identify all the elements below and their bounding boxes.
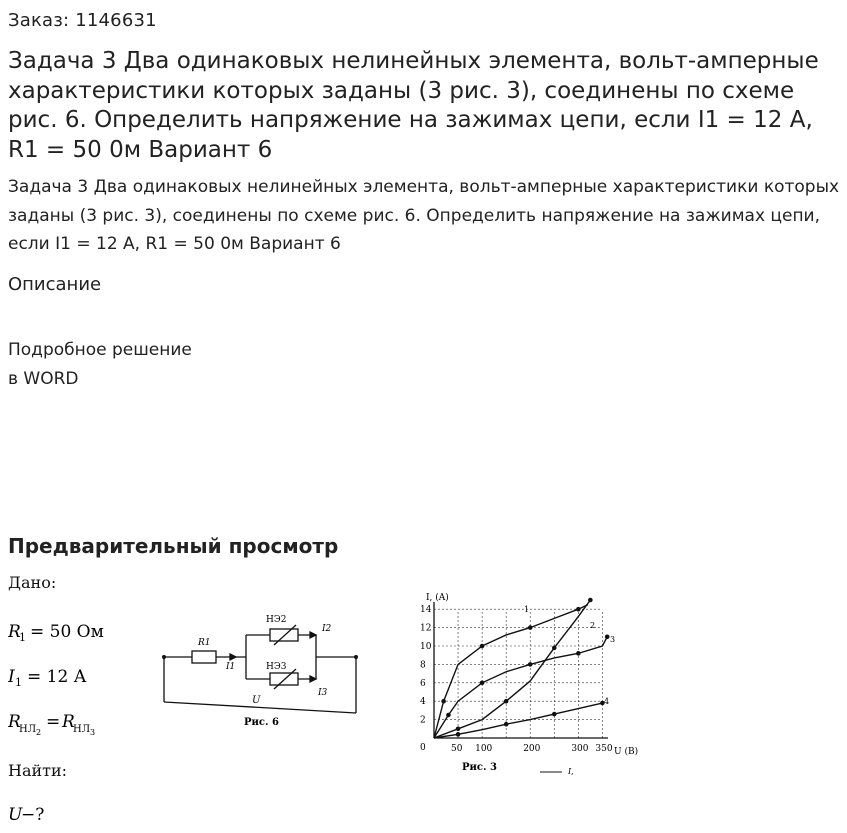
curve-point	[577, 652, 580, 655]
curve-point	[442, 700, 445, 703]
preview-heading: Предварительный просмотр	[8, 534, 339, 558]
svg-text:1: 1	[19, 631, 26, 643]
curve-point	[447, 713, 450, 716]
curve-point	[481, 644, 484, 647]
x-tick-label: 200	[523, 744, 541, 754]
circuit-i1-label: I1	[226, 662, 236, 672]
description-heading: Описание	[8, 274, 102, 295]
find-formula	[8, 804, 68, 826]
rnl-formula	[8, 711, 148, 737]
curve-label-2: 2	[590, 621, 596, 630]
x-tick-label: 350	[595, 744, 613, 754]
given-label: Дано:	[8, 573, 57, 592]
y-tick-label: 10	[420, 642, 432, 652]
curve-point	[456, 727, 459, 730]
curve-point	[577, 608, 580, 611]
y-tick-label: 4	[420, 697, 426, 708]
given-r1	[8, 621, 128, 647]
x-tick-label: 100	[475, 744, 493, 754]
svg-text:НЛ: НЛ	[19, 724, 37, 735]
circuit-i2-label: I2	[322, 624, 332, 634]
circuit-ne2-label: НЭ2	[266, 615, 287, 625]
circuit-u-label: U	[252, 695, 261, 706]
y-tick-label: 0	[420, 743, 426, 753]
curve-point	[529, 626, 532, 629]
find-value	[8, 804, 68, 830]
x-tick-label: 50	[451, 744, 463, 754]
svg-text:I: I	[8, 667, 15, 687]
circuit-diagram	[160, 607, 365, 737]
curve-label-4: 4	[604, 697, 610, 706]
svg-text:НЛ: НЛ	[73, 724, 91, 735]
svg-text:=: =	[46, 712, 61, 732]
y-tick-label: 8	[420, 660, 426, 671]
y-tick-label: 2	[420, 715, 426, 726]
svg-text:R: R	[8, 622, 21, 642]
y-tick-label: 12	[420, 623, 432, 634]
r1-formula	[8, 621, 128, 643]
curve-point	[505, 700, 508, 703]
solution-line-1: Подробное решение	[8, 340, 192, 360]
svg-text:= 50 Ом: = 50 Ом	[30, 622, 104, 642]
curve-point	[456, 733, 459, 736]
given-i1	[8, 666, 128, 692]
graph-xlabel: U (B)	[614, 747, 639, 757]
curve-point	[589, 598, 592, 601]
circuit-ne3-label: НЭ3	[266, 662, 287, 672]
iv-curve-1	[434, 605, 588, 738]
iv-curve-2	[434, 637, 610, 738]
task-description: Задача 3 Два одинаковых нелинейных элемента, вольт-амперные характеристики которых заданы (3 рис. 3), соединены по схеме рис. 6. Определить напряжение на зажимах цепи, если I1 = 12 А, R1 = 50 0м Вариант 6	[8, 177, 840, 254]
iv-curve-3	[434, 600, 590, 738]
x-tick-label: 300	[571, 744, 589, 754]
circuit-caption: Рис. 6	[244, 717, 279, 728]
svg-text:R: R	[8, 712, 21, 732]
solution-line-2: в WORD	[8, 369, 79, 389]
curve-point	[553, 712, 556, 715]
curve-label-3: 3	[610, 635, 616, 644]
task-title: Задача 3 Два одинаковых нелинейных элемента, вольт-амперные характеристики которых заданы (3 рис. 3), соединены по схеме рис. 6. Определить напряжение на зажимах цепи, если I1 = 12 А, R1 = 50 0м Вариант 6	[8, 48, 819, 163]
svg-text:U: U	[8, 805, 23, 825]
graph-ylabel: I, (A)	[426, 593, 449, 603]
circuit-r1-label: R1	[198, 638, 211, 648]
graph-caption: Рис. 3	[462, 762, 497, 773]
graph-legend: I,	[568, 767, 574, 776]
circuit-i3-label: I3	[318, 688, 328, 698]
curve-point	[481, 681, 484, 684]
curve-point	[553, 646, 556, 649]
solution-note	[8, 336, 192, 394]
svg-text:1: 1	[15, 676, 22, 688]
svg-text:−?: −?	[21, 805, 45, 825]
svg-text:= 12 А: = 12 А	[27, 667, 87, 687]
svg-text:2: 2	[36, 728, 42, 737]
y-tick-label: 6	[420, 678, 426, 689]
curve-point	[529, 663, 532, 666]
curve-point	[505, 723, 508, 726]
curve-point	[606, 635, 609, 638]
i1-formula	[8, 666, 128, 688]
find-label: Найти:	[8, 761, 68, 780]
svg-text:R: R	[62, 712, 75, 732]
iv-characteristics-graph	[412, 588, 652, 780]
order-number: Заказ: 1146631	[8, 10, 157, 31]
y-tick-label: 14	[420, 605, 432, 616]
svg-text:3: 3	[90, 728, 96, 737]
curve-label-1: 1	[524, 605, 530, 614]
given-rnl	[8, 711, 148, 741]
